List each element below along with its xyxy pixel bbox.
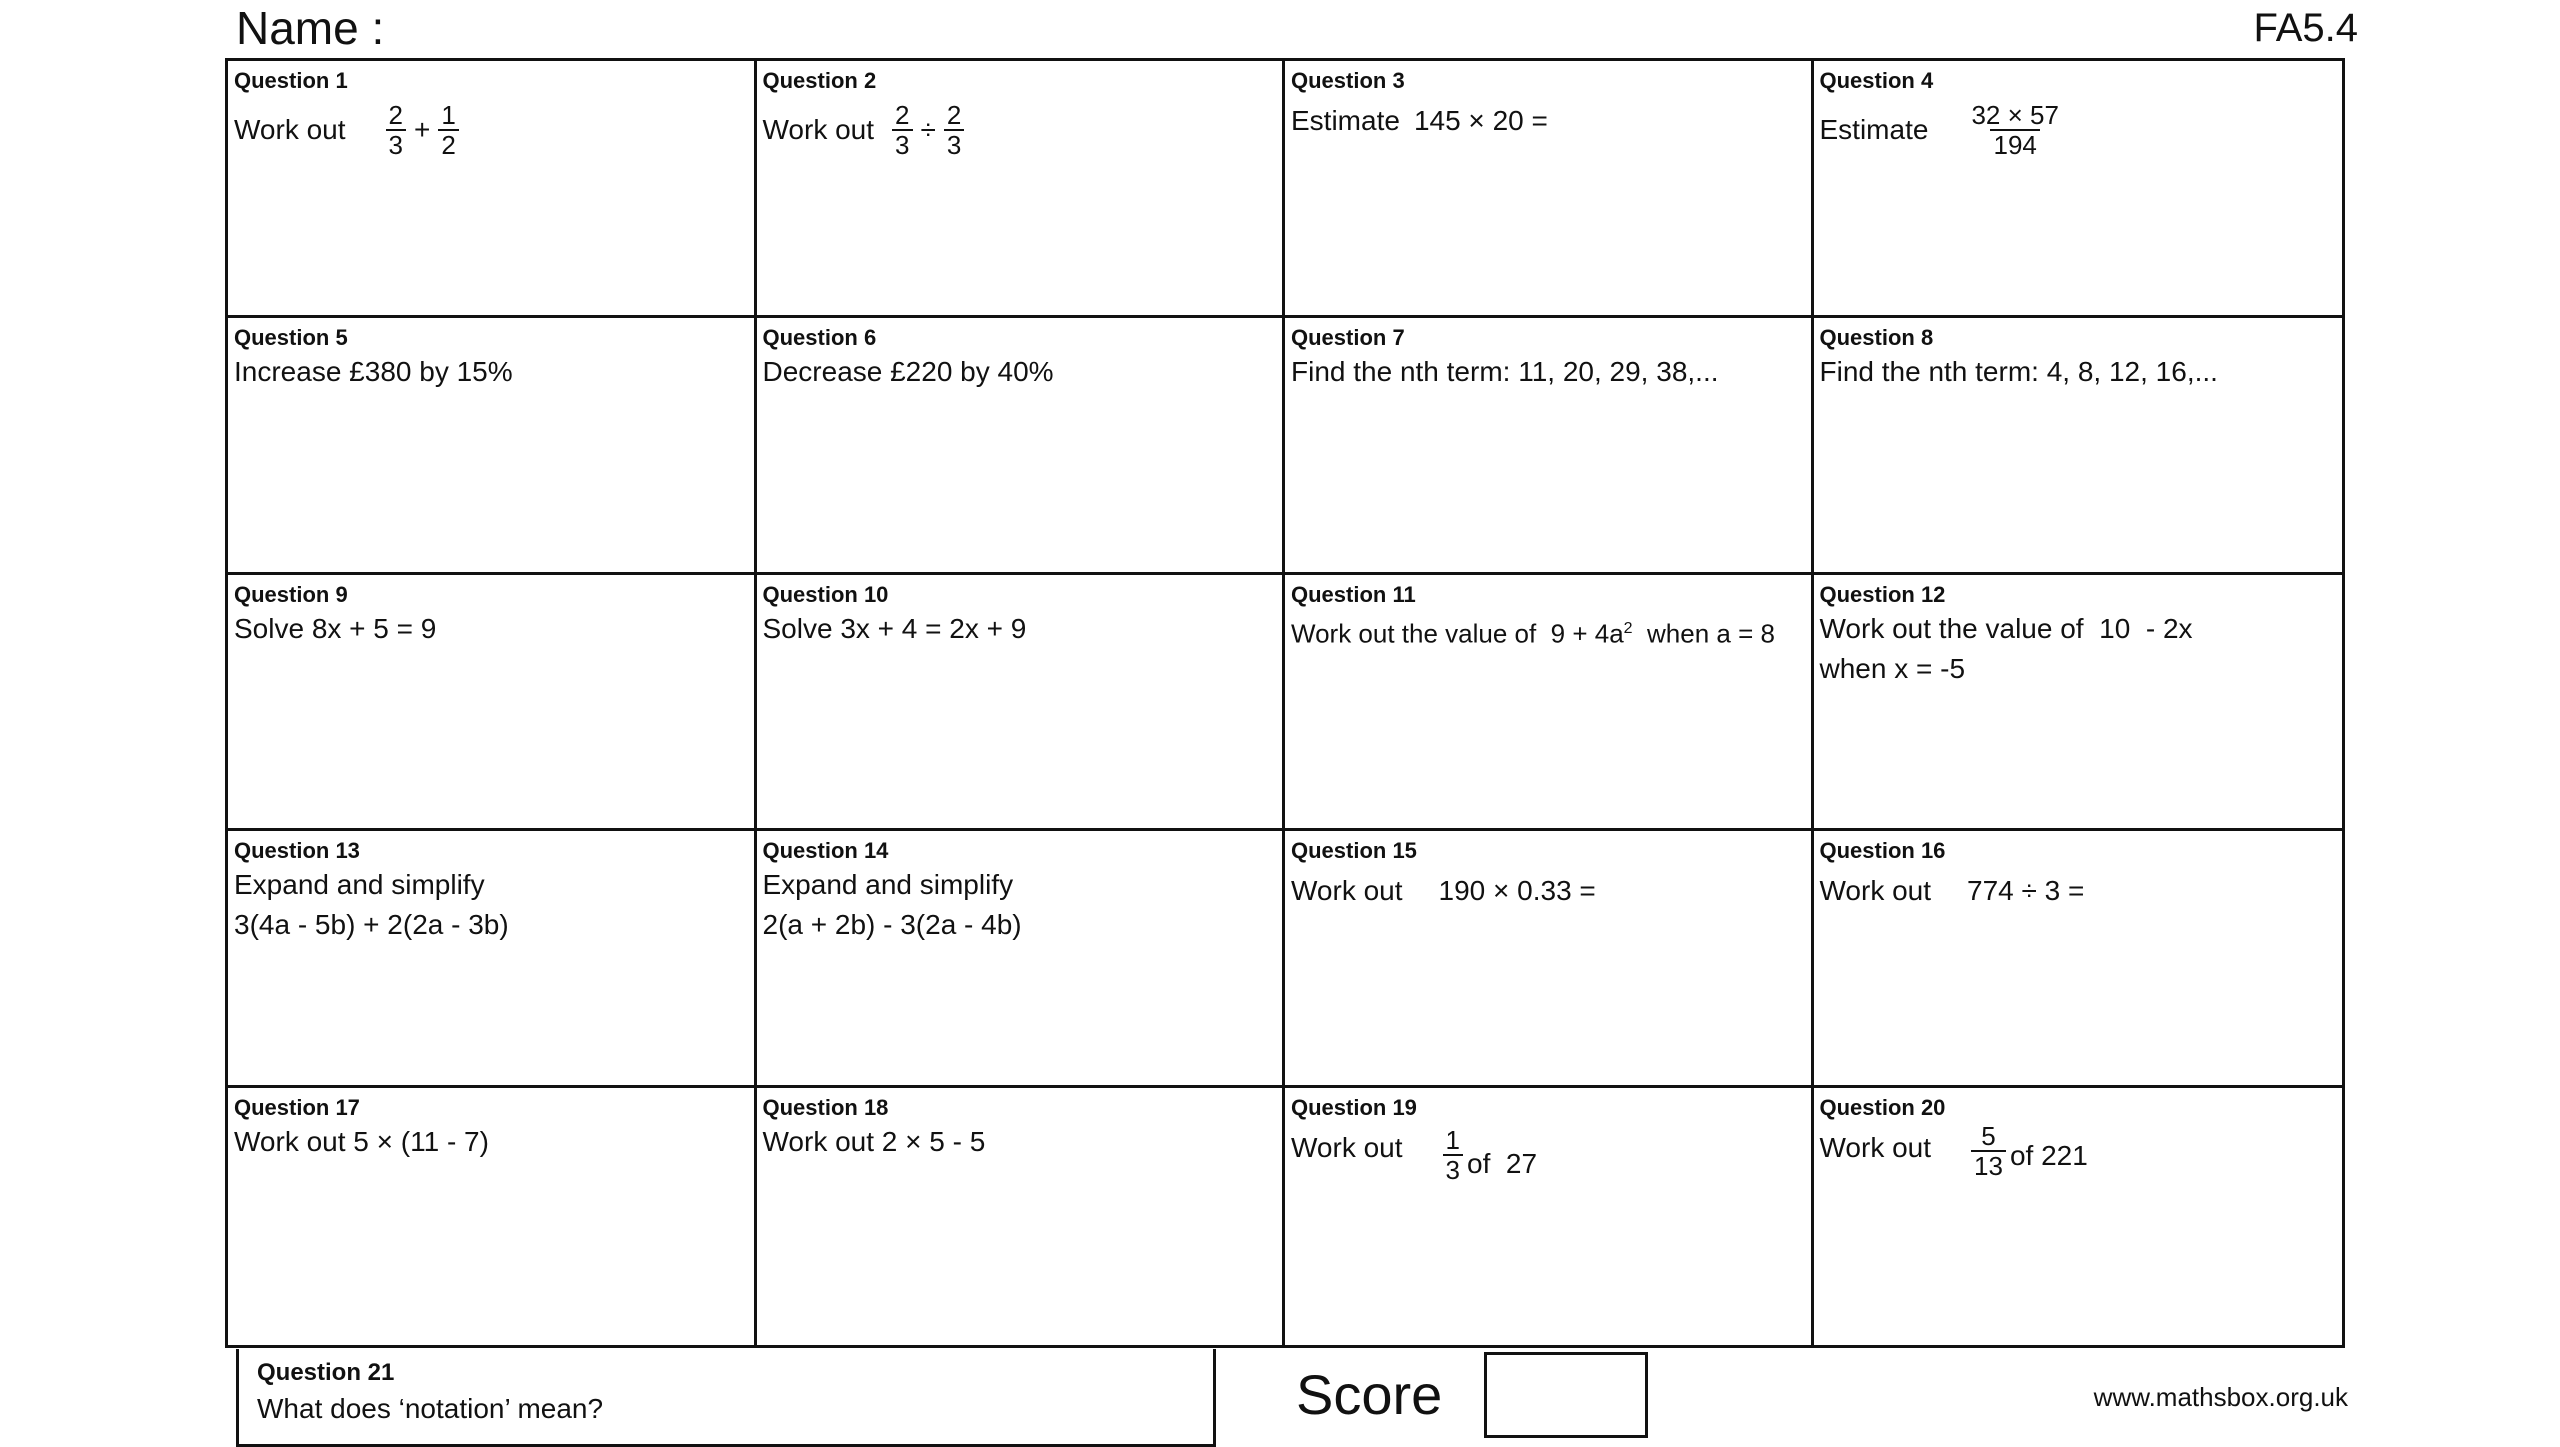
- question-18-text: Work out 2 × 5 - 5: [762, 1126, 986, 1158]
- operator: +: [414, 114, 431, 145]
- question-14-line-2: 2(a + 2b) - 3(2a - 4b): [762, 909, 1022, 941]
- question-20: [1814, 1088, 2343, 1345]
- question-21-label: Question 21: [257, 1359, 395, 1386]
- question-4-label: Question 4: [1819, 68, 1934, 93]
- question-14: [757, 831, 1286, 1088]
- question-11-label: Question 11: [1291, 581, 1416, 607]
- score-label: Score: [1296, 1363, 1443, 1426]
- question-5-text: Increase £380 by 15%: [234, 355, 513, 387]
- question-15-expression: 190 × 0.33 =: [1438, 875, 1596, 907]
- question-11-pre: Work out the value of 9 + 4a: [1291, 618, 1624, 649]
- question-16-label: Question 16: [1819, 838, 1946, 864]
- question-13-line-1: Expand and simplify: [234, 869, 485, 901]
- question-3-label: Question 3: [1291, 68, 1405, 93]
- question-2: [757, 61, 1286, 318]
- question-19-prompt: Work out: [1291, 1132, 1403, 1164]
- question-16: [1814, 831, 2343, 1088]
- website-url: www.mathsbox.org.uk: [2093, 1382, 2348, 1412]
- question-10-text: Solve 3x + 4 = 2x + 9: [762, 612, 1027, 644]
- fraction: $\frac{1}{2}$: [438, 101, 458, 159]
- question-13-label: Question 13: [234, 838, 360, 864]
- question-3-prompt: Estimate: [1291, 105, 1400, 136]
- question-20-text: [1819, 1121, 2337, 1182]
- question-11-post: when a = 8: [1632, 618, 1775, 649]
- question-11: [1285, 575, 1814, 832]
- question-17: [228, 1088, 757, 1345]
- exponent: 2: [1623, 619, 1633, 637]
- question-20-prompt: Work out: [1819, 1132, 1932, 1164]
- question-21-text: What does ‘notation’ mean?: [257, 1393, 604, 1424]
- question-14-line-1: Expand and simplify: [762, 869, 1014, 901]
- fraction: $\frac{32 \times 57}{194}$: [1971, 100, 2059, 160]
- question-15: [1285, 831, 1814, 1088]
- fraction: $\frac{1}{3}$: [1443, 1126, 1463, 1184]
- fraction: $\frac{2}{3}$: [944, 101, 964, 159]
- question-15-prompt: Work out: [1291, 875, 1403, 907]
- question-18-label: Question 18: [762, 1095, 889, 1121]
- question-16-text: [1820, 871, 2337, 911]
- question-6-label: Question 6: [762, 324, 877, 350]
- question-7-text: Find the nth term: 11, 20, 29, 38,...: [1291, 355, 1719, 387]
- name-label: Name :: [236, 2, 385, 54]
- question-1: [228, 61, 757, 318]
- fraction: $\frac{2}{3}$: [386, 101, 406, 159]
- question-6: [757, 318, 1286, 575]
- question-20-label: Question 20: [1819, 1095, 1946, 1121]
- fraction: $\frac{2}{3}$: [892, 101, 912, 159]
- question-12-label: Question 12: [1819, 581, 1946, 607]
- question-19: [1285, 1088, 1814, 1345]
- question-3-expression: 145 × 20 =: [1413, 105, 1548, 136]
- question-5-label: Question 5: [234, 324, 348, 350]
- question-2-label: Question 2: [762, 68, 877, 93]
- worksheet-code: FA5.4: [2253, 6, 2358, 50]
- question-8-label: Question 8: [1819, 324, 1934, 350]
- score-box[interactable]: [1484, 1352, 1648, 1438]
- question-9: [228, 575, 757, 832]
- question-12-line-2: when x = -5: [1819, 652, 1966, 684]
- operator: ÷: [920, 114, 936, 145]
- question-4-text: [1820, 101, 2337, 159]
- question-20-tail: of 221: [2009, 1140, 2088, 1172]
- question-6-text: Decrease £220 by 40%: [762, 355, 1054, 387]
- question-5: [228, 318, 757, 575]
- question-16-expression: 774 ÷ 3 =: [1967, 875, 2085, 907]
- question-14-label: Question 14: [762, 838, 889, 864]
- question-12: [1814, 575, 2343, 832]
- question-21: [236, 1349, 1216, 1447]
- question-18: [757, 1088, 1286, 1345]
- question-4-prompt: Estimate: [1819, 114, 1929, 145]
- question-15-label: Question 15: [1291, 838, 1417, 864]
- question-4: [1814, 61, 2343, 318]
- question-10-label: Question 10: [762, 581, 889, 607]
- question-grid: [225, 58, 2345, 1348]
- question-7: [1285, 318, 1814, 575]
- question-2-prompt: Work out: [762, 114, 875, 145]
- question-1-label: Question 1: [234, 68, 348, 93]
- question-12-line-1: Work out the value of 10 - 2x: [1819, 612, 2193, 644]
- question-16-prompt: Work out: [1819, 875, 1932, 907]
- fraction: $\frac{5}{13}$: [1971, 1122, 2006, 1180]
- question-8: [1814, 318, 2343, 575]
- question-15-text: [1291, 871, 1805, 911]
- question-3-text: [1291, 101, 1805, 141]
- question-2-text: [763, 101, 1277, 159]
- question-8-text: Find the nth term: 4, 8, 12, 16,...: [1819, 355, 2218, 387]
- question-17-text: Work out 5 × (11 - 7): [234, 1126, 489, 1158]
- question-1-prompt: Work out: [234, 114, 346, 145]
- question-17-label: Question 17: [234, 1095, 360, 1121]
- question-19-label: Question 19: [1291, 1095, 1417, 1121]
- question-3: [1285, 61, 1814, 318]
- question-9-text: Solve 8x + 5 = 9: [234, 612, 437, 644]
- question-10: [757, 575, 1286, 832]
- question-11-text: [1291, 609, 1805, 654]
- question-13-line-2: 3(4a - 5b) + 2(2a - 3b): [234, 909, 509, 941]
- question-1-text: [234, 101, 748, 159]
- question-7-label: Question 7: [1291, 324, 1405, 350]
- question-19-text: [1291, 1125, 1805, 1186]
- question-19-tail: of 27: [1467, 1148, 1538, 1180]
- question-9-label: Question 9: [234, 581, 348, 607]
- question-13: [228, 831, 757, 1088]
